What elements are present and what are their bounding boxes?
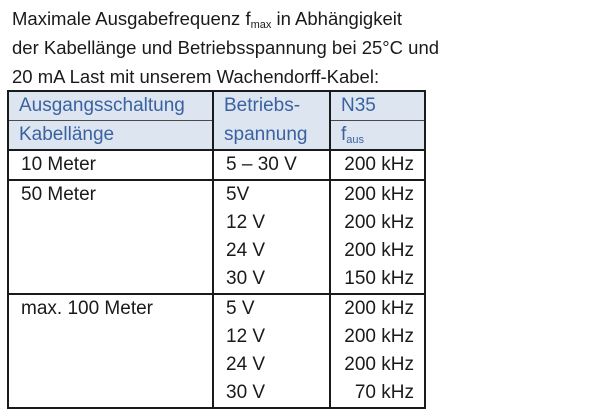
voltage-value: 5 V [226,298,255,319]
voltage-value: 24 V [226,354,266,375]
frequency-value: 70 kHz [354,382,414,403]
frequency-cell [330,294,425,408]
voltage-value: 30 V [226,268,266,289]
frequency-value: 200 kHz [344,184,414,205]
frequency-value: 200 kHz [344,354,414,375]
intro-line-2: der Kabellänge und Betriebsspannung bei 25°C und [12,37,440,58]
intro-line-1-start: Maximale Ausgabefrequenz f [12,8,251,29]
frequency-value: 150 kHz [344,268,414,289]
header-output-frequency [330,121,425,151]
voltage-value: 12 V [226,212,266,233]
frequency-value: 200 kHz [344,240,414,261]
cable-length-cell: max. 100 Meter [21,298,153,319]
header-row-1 [8,91,425,121]
header-frequency-subscript: aus [346,134,365,146]
frequency-cell: 200 kHz [330,150,425,180]
table-row [8,180,425,294]
header-operating-voltage-2: spannung [213,121,330,151]
table-row [8,294,425,408]
header-cable-length: Kabellänge [8,121,213,151]
header-output-circuit: Ausgangsschaltung [8,91,213,121]
voltage-cell [213,294,330,408]
voltage-value: 30 V [226,382,266,403]
intro-line-3: 20 mA Last mit unserem Wachendorff-Kabel: [12,66,380,87]
table-body [8,150,425,408]
voltage-value: 5V [226,184,250,205]
voltage-value: 12 V [226,326,266,347]
voltage-cell [213,180,330,294]
intro-text [12,4,592,91]
header-frequency-symbol: f [341,124,347,145]
table-header [8,91,425,150]
header-model: N35 [330,91,425,121]
frequency-value: 200 kHz [344,212,414,233]
voltage-value: 24 V [226,240,266,261]
cable-length-cell: 10 Meter [21,154,96,175]
table-row [8,150,425,180]
frequency-cell [330,180,425,294]
intro-line-1 [12,4,592,33]
frequency-table [7,90,426,409]
cable-length-cell: 50 Meter [21,184,96,205]
voltage-cell: 5 – 30 V [213,150,330,180]
frequency-value: 200 kHz [344,298,414,319]
intro-line-1-subscript: max [250,19,272,31]
frequency-value: 200 kHz [344,326,414,347]
header-operating-voltage-1: Betriebs- [213,91,330,121]
header-row-2 [8,121,425,151]
intro-line-1-end: in Abhängigkeit [271,8,403,29]
